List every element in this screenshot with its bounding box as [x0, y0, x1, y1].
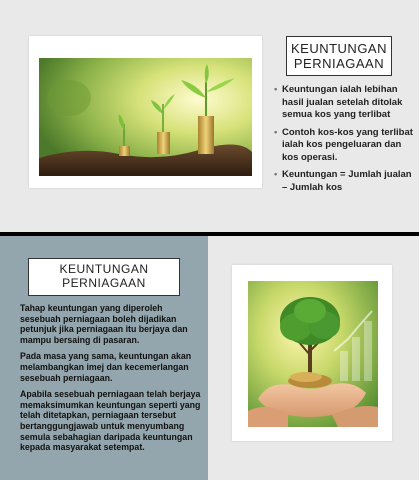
bullet-item: • Keuntungan = Jumlah jualan – Jumlah kos: [274, 169, 414, 194]
slide-2-body: [20, 303, 204, 459]
tree-coins-hands-photo: [248, 281, 378, 427]
text-panel: [0, 236, 208, 480]
slide-1-title-line-2: PERNIAGAAN: [293, 56, 385, 71]
slide-1-bullet-list: [274, 84, 414, 199]
slide-1: [0, 0, 419, 232]
slide-1-title-line-1: KEUNTUNGAN: [290, 41, 387, 56]
slide-2-title: [29, 262, 179, 290]
body-paragraph: Apabila sesebuah perniagaan telah berjaya memaksimumkan keuntungan seperti yang telah ditetapkan, perniagaan tersebut bertanggungjawab untuk menyumbang semula sebahagian daripada keuntungan kepada masyarakat setempat.: [20, 389, 201, 453]
bullet-item: • Contoh kos-kos yang terlibat ialah kos pengeluaran dan kos operasi.: [274, 127, 414, 165]
coin-plants-photo: [39, 58, 252, 176]
bullet-item: • Keuntungan ialah lebihan hasil jualan setelah ditolak semua kos yang terlibat: [274, 84, 414, 122]
body-paragraph: Tahap keuntungan yang diperoleh sesebuah perniagaan boleh dijadikan petunjuk jika perniagaan itu berjaya dan mampu bersaing di pasaran.: [20, 303, 188, 345]
slide-2: [0, 236, 419, 480]
photo-frame: [232, 265, 392, 441]
body-paragraph: Pada masa yang sama, keuntungan akan melambangkan imej dan kecemerlangan sesebuah perniagaan.: [20, 351, 192, 383]
slide-2-title-box: [28, 258, 180, 296]
photo-frame: [29, 36, 262, 188]
slide-1-title: [287, 41, 391, 71]
slide-2-title-line-2: PERNIAGAAN: [62, 276, 146, 290]
slide-1-title-box: [286, 36, 392, 76]
slide-2-title-line-1: KEUNTUNGAN: [59, 262, 149, 276]
